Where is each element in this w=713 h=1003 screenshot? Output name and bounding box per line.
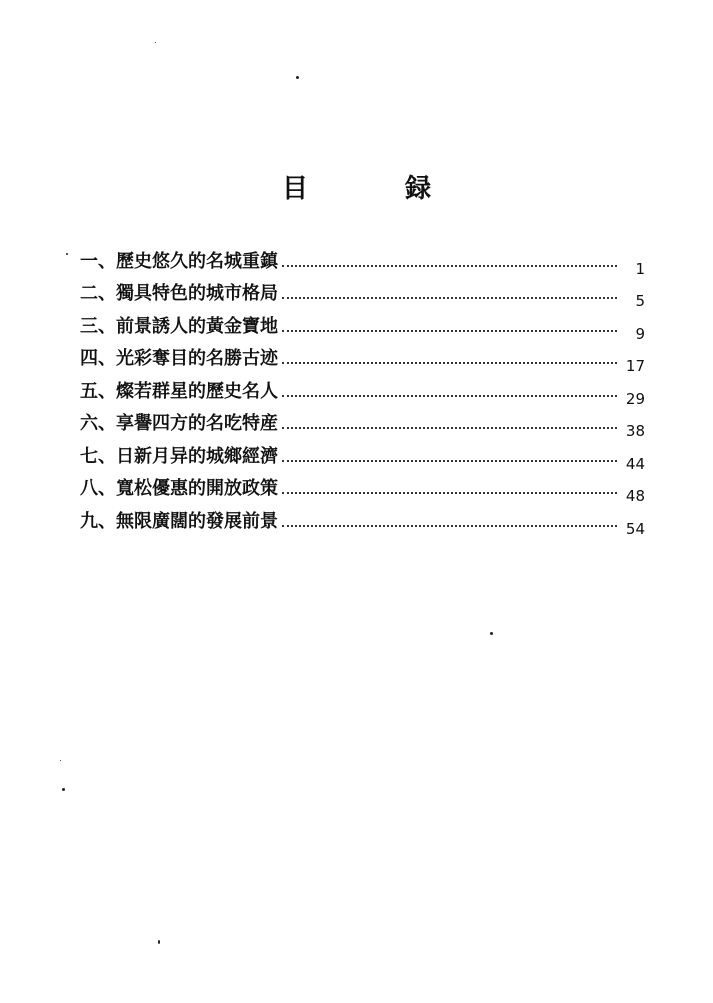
table-of-contents bbox=[80, 240, 645, 538]
toc-entry-number: 五、 bbox=[80, 380, 116, 402]
toc-entry-title: 燦若群星的歷史名人 bbox=[116, 380, 278, 402]
scan-speck bbox=[296, 76, 299, 79]
toc-entry-title: 日新月异的城鄉經濟 bbox=[116, 445, 278, 467]
scan-speck bbox=[62, 788, 65, 791]
toc-entry-3[interactable] bbox=[80, 305, 645, 343]
toc-entry-8[interactable] bbox=[80, 468, 645, 505]
toc-entry-page: 5 bbox=[635, 292, 645, 310]
scan-speck bbox=[155, 42, 156, 43]
toc-entry-1[interactable] bbox=[80, 240, 645, 278]
toc-entry-number: 六、 bbox=[80, 413, 116, 434]
dot-leader bbox=[282, 264, 617, 267]
toc-entry-7[interactable] bbox=[80, 435, 645, 473]
scan-speck bbox=[60, 760, 61, 761]
toc-entry-title: 歷史悠久的名城重鎮 bbox=[116, 250, 278, 272]
toc-entry-6[interactable] bbox=[80, 403, 645, 440]
dot-leader bbox=[282, 426, 617, 429]
toc-entry-5[interactable] bbox=[80, 370, 645, 408]
dot-leader bbox=[282, 459, 617, 462]
toc-entry-number: 九、 bbox=[80, 510, 116, 532]
scan-speck bbox=[158, 940, 160, 944]
toc-entry-number: 一、 bbox=[80, 250, 116, 272]
page-title: 目 録 bbox=[281, 174, 476, 204]
toc-entry-title: 前景誘人的黃金寶地 bbox=[116, 315, 278, 337]
dot-leader bbox=[282, 491, 617, 494]
toc-entry-page: 1 bbox=[635, 259, 645, 278]
toc-entry-page: 38 bbox=[625, 422, 645, 440]
toc-entry-2[interactable] bbox=[80, 273, 645, 310]
toc-entry-page: 29 bbox=[625, 389, 645, 408]
dot-leader bbox=[282, 361, 617, 364]
toc-entry-title: 寬松優惠的開放政策 bbox=[116, 478, 278, 499]
toc-entry-title: 光彩奪目的名勝古迹 bbox=[116, 348, 278, 369]
toc-entry-number: 四、 bbox=[80, 348, 116, 369]
toc-entry-number: 八、 bbox=[80, 478, 116, 499]
toc-entry-title: 獨具特色的城市格局 bbox=[116, 283, 278, 304]
toc-entry-page: 44 bbox=[625, 454, 645, 473]
toc-entry-page: 17 bbox=[625, 357, 645, 375]
toc-entry-title: 享譽四方的名吃特産 bbox=[116, 413, 278, 434]
dot-leader bbox=[282, 524, 617, 527]
toc-entry-9[interactable] bbox=[80, 500, 645, 538]
toc-entry-title: 無限廣闊的發展前景 bbox=[116, 510, 278, 532]
dot-leader bbox=[282, 296, 617, 299]
toc-entry-page: 9 bbox=[635, 324, 645, 343]
toc-entry-number: 七、 bbox=[80, 445, 116, 467]
dot-leader bbox=[282, 329, 617, 332]
toc-entry-4[interactable] bbox=[80, 338, 645, 375]
toc-entry-page: 54 bbox=[625, 519, 645, 538]
toc-entry-number: 三、 bbox=[80, 315, 116, 337]
scan-speck bbox=[66, 253, 68, 255]
dot-leader bbox=[282, 394, 617, 397]
toc-entry-number: 二、 bbox=[80, 283, 116, 304]
scan-speck bbox=[490, 632, 493, 635]
toc-entry-page: 48 bbox=[625, 487, 645, 505]
